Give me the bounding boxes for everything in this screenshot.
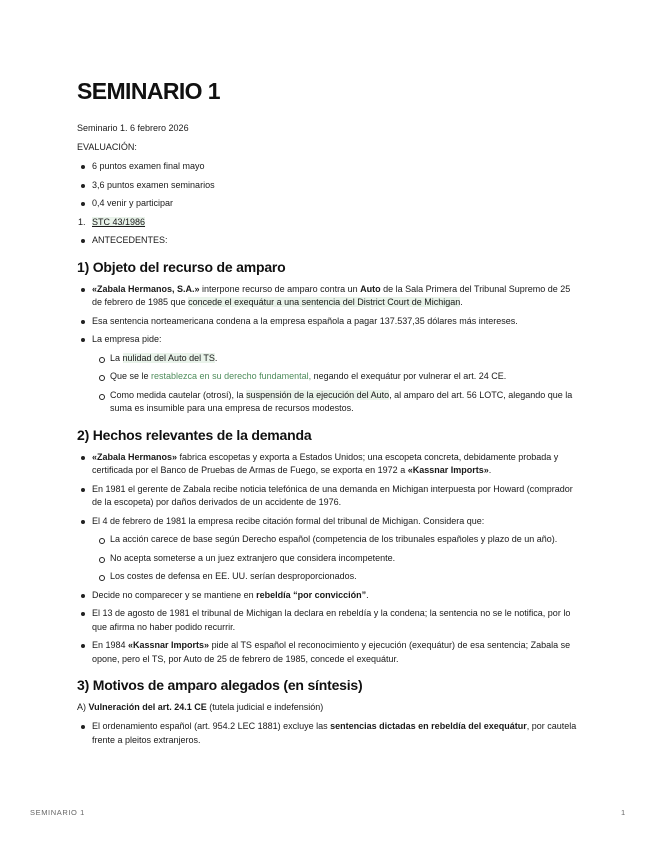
case-link[interactable]: STC 43/1986 [92,216,146,227]
case-item [77,216,577,230]
list-item: El 4 de febrero de 1981 la empresa recibe citación formal del tribunal de Michigan. Considera que: La acción carece de base según Derecho español (competencia de los tribunales españoles y plazo de un año). No acepta someterse a un juez extranjero que considera incompetente. Los costes de defensa en EE. UU. serían desproporcionados. [77,515,577,584]
section-heading-hechos: 2) Hechos relevantes de la demanda [77,426,312,443]
sublist-item: La acción carece de base según Derecho español (competencia de los tribunales españoles y plazo de un año). [95,533,577,547]
evaluacion-list [77,160,577,211]
date-line: Seminario 1. 6 febrero 2026 [77,123,189,133]
list-item: 6 puntos examen final mayo [77,160,577,174]
list-item: Decide no comparecer y se mantiene en rebeldía “por convicción”. [77,589,577,603]
green-text: restablezca en su derecho fundamental, [151,371,312,381]
list-item: «Zabala Hermanos» fabrica escopetas y exporta a Estados Unidos; una escopeta concreta, debidamente probada y certificada por el Banco de Pruebas de Armas de Fuego, se exporta en 1972 a «Kassnar Imports». [77,451,577,478]
highlighted-text: concede el exequátur a una sentencia del District Court de Michigan [188,297,461,307]
motivo-a-line: A) Vulneración del art. 24.1 CE (tutela judicial e indefensión) [77,702,324,712]
sublist-item: Los costes de defensa en EE. UU. serían desproporcionados. [95,570,577,584]
page-title: SEMINARIO 1 [77,78,220,104]
list-item: En 1984 «Kassnar Imports» pide al TS español el reconocimiento y ejecución (exequátur) de esa sentencia; Zabala se opone, pero el TS, por Auto de 25 de febrero de 1985, concede el exequátur. [77,639,577,666]
section-heading-motivos: 3) Motivos de amparo alegados (en síntesis) [77,677,363,693]
sublist-item: Como medida cautelar (otrosí), la suspensión de la ejecución del Auto, al amparo del art. 56 LOTC, alegando que la suma es insumible para una empresa de recursos modestos. [95,389,577,416]
list-item: El ordenamiento español (art. 954.2 LEC 1881) excluye las sentencias dictadas en rebeldía del exequátur, por cautela frente a pleitos extranjeros. [77,720,577,747]
antecedentes-item: ANTECEDENTES: [77,234,577,248]
list-item: La empresa pide: La nulidad del Auto del TS. Que se le restablezca en su derecho fundamental, negando el exequátur por vulnerar el art. 24 CE. Como medida cautelar (otrosí), la suspensión de la ejecución del Auto, al amparo del art. 56 LOTC, alegando que la suma es insumible para una empresa de recursos modestos. [77,333,577,416]
list-item: 3,6 puntos examen seminarios [77,179,577,193]
list-item: «Zabala Hermanos, S.A.» interpone recurso de amparo contra un Auto de la Sala Primera del Tribunal Supremo de 25 de febrero de 1985 que concede el exequátur a una sentencia del District Court de Michigan. [77,283,577,310]
motivos-list [77,720,577,747]
highlighted-text: nulidad del Auto del TS [122,352,215,363]
antecedentes-list [77,234,577,248]
list-item: 0,4 venir y participar [77,197,577,211]
section-heading-objeto: 1) Objeto del recurso de amparo [77,258,286,275]
footer-title: SEMINARIO 1 [30,808,85,817]
list-item: Esa sentencia norteamericana condena a la empresa española a pagar 137.537,35 dólares más intereses. [77,315,577,329]
sublist-item: No acepta someterse a un juez extranjero que considera incompetente. [95,552,577,566]
hechos-list [77,451,577,667]
sublist-item: Que se le restablezca en su derecho fundamental, negando el exequátur por vulnerar el art. 24 CE. [95,370,577,384]
objeto-list [77,283,577,416]
list-item: En 1981 el gerente de Zabala recibe noticia telefónica de una demanda en Michigan interpuesta por Howard (comprador de la escopeta) por daños derivados de un accidente de 1976. [77,483,577,510]
case-list [77,216,577,230]
case-number: 1. [78,216,86,227]
sublist-item: La nulidad del Auto del TS. [95,352,577,366]
sublist [95,533,577,584]
evaluacion-label: EVALUACIÓN: [77,142,137,152]
document-content [77,78,577,752]
sublist [95,352,577,416]
page-number: 1 [621,808,626,817]
list-item: El 13 de agosto de 1981 el tribunal de Michigan la declara en rebeldía y la condena; la sentencia no se le notifica, por lo que afirma no haber podido recurrir. [77,607,577,634]
highlighted-text: suspensión de la ejecución del Auto [246,389,390,400]
